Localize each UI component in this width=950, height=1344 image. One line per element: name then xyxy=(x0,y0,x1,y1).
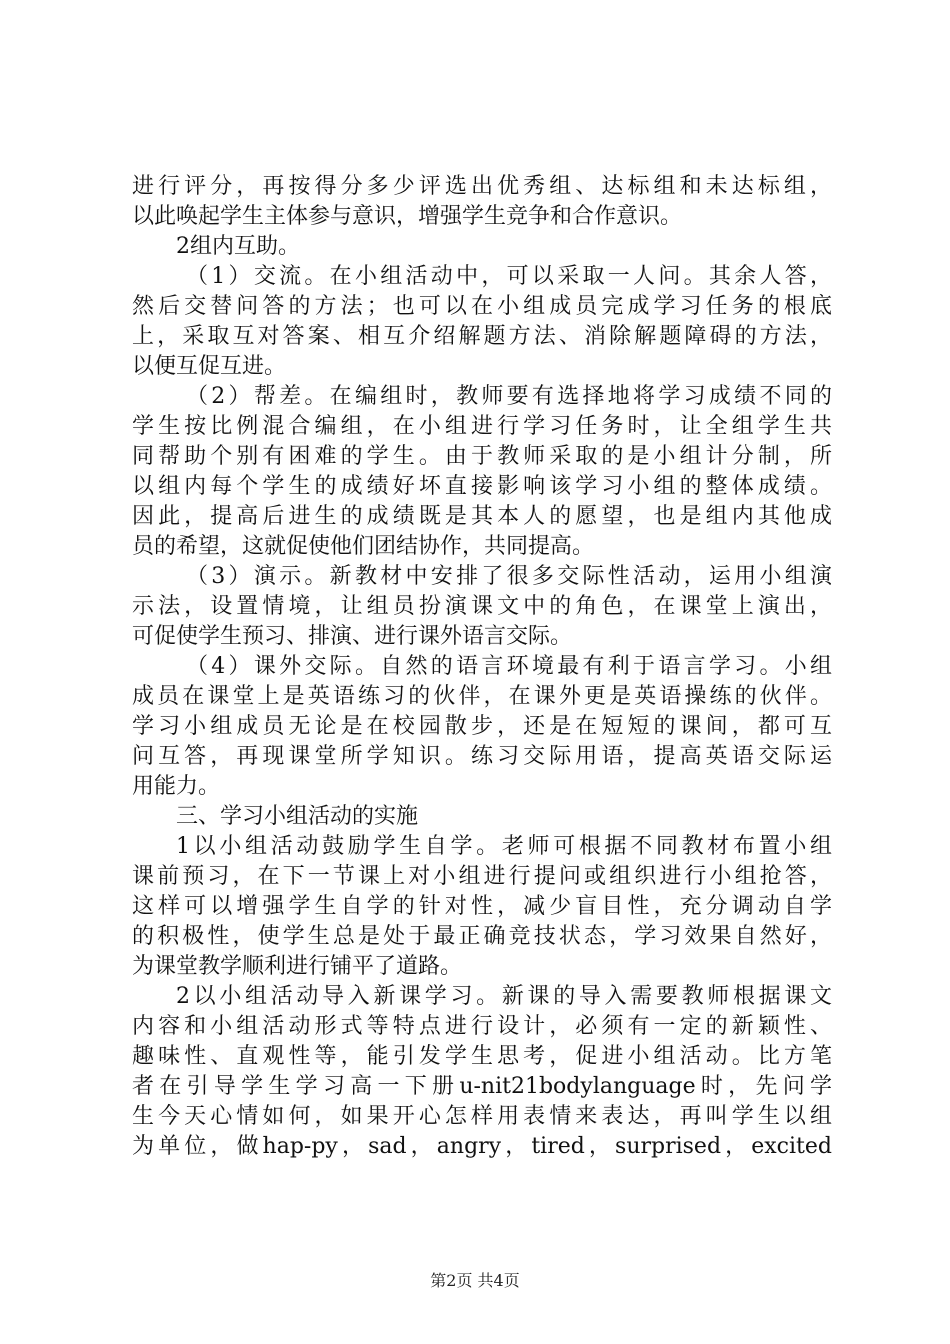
text-line: 因此，提高后进生的成绩既是其本人的愿望，也是组内其他成 xyxy=(132,504,832,529)
text-line: 然后交替问答的方法；也可以在小组成员完成学习任务的根底 xyxy=(132,294,832,319)
text-line: 用能力。 xyxy=(132,774,221,799)
text-line: 为单位，做hap-py，sad，angry，tired，surprised，excited xyxy=(132,1134,832,1159)
text-line: 2以小组活动导入新课学习。新课的导入需要教师根据课文 xyxy=(176,984,832,1009)
text-line: 示法，设置情境，让组员扮演课文中的角色，在课堂上演出， xyxy=(132,594,832,619)
page-number-footer: 第2页 共4页 xyxy=(430,1271,520,1290)
text-line: 员的希望，这就促使他们团结协作，共同提高。 xyxy=(132,534,595,559)
text-line: 以便互促互进。 xyxy=(132,354,287,379)
text-line: 生今天心情如何，如果开心怎样用表情来表达，再叫学生以组 xyxy=(132,1104,832,1129)
text-line: 学习小组成员无论是在校园散步，还是在短短的课间，都可互 xyxy=(132,714,832,739)
text-line: 的积极性，使学生总是处于最正确竞技状态，学习效果自然好， xyxy=(132,924,832,949)
text-line: （1）交流。在小组活动中，可以采取一人问。其余人答， xyxy=(186,264,832,289)
text-line: 学生按比例混合编组，在小组进行学习任务时，让全组学生共 xyxy=(132,414,832,439)
text-line: 1以小组活动鼓励学生自学。老师可根据不同教材布置小组 xyxy=(176,834,832,859)
text-line: （4）课外交际。自然的语言环境最有利于语言学习。小组 xyxy=(186,654,832,679)
text-line: 者在引导学生学习高一下册u-nit21bodylanguage时，先问学 xyxy=(132,1074,832,1099)
text-line: 上，采取互对答案、相互介绍解题方法、消除解题障碍的方法， xyxy=(132,324,832,349)
document-body xyxy=(132,172,832,1162)
text-line: 可促使学生预习、排演、进行课外语言交际。 xyxy=(132,624,573,649)
text-line: 进行评分，再按得分多少评选出优秀组、达标组和未达标组， xyxy=(132,174,832,199)
text-line: （2）帮差。在编组时，教师要有选择地将学习成绩不同的 xyxy=(186,384,832,409)
section-heading: 三、学习小组活动的实施 xyxy=(176,804,419,829)
text-line: 问互答，再现课堂所学知识。练习交际用语，提高英语交际运 xyxy=(132,744,832,769)
text-line: 以组内每个学生的成绩好坏直接影响该学习小组的整体成绩。 xyxy=(132,474,832,499)
text-line: 内容和小组活动形式等特点进行设计，必须有一定的新颖性、 xyxy=(132,1014,832,1039)
text-line: 趣味性、直观性等，能引发学生思考，促进小组活动。比方笔 xyxy=(132,1044,832,1069)
text-line: 这样可以增强学生自学的针对性，减少盲目性，充分调动自学 xyxy=(132,894,832,919)
text-line: 成员在课堂上是英语练习的伙伴，在课外更是英语操练的伙伴。 xyxy=(132,684,832,709)
text-line: 同帮助个别有困难的学生。由于教师采取的是小组计分制，所 xyxy=(132,444,832,469)
text-line: 课前预习，在下一节课上对小组进行提问或组织进行小组抢答， xyxy=(132,864,832,889)
section-heading: 2组内互助。 xyxy=(176,234,300,259)
text-line: 为课堂教学顺利进行铺平了道路。 xyxy=(132,954,463,979)
text-line: （3）演示。新教材中安排了很多交际性活动，运用小组演 xyxy=(186,564,832,589)
text-line: 以此唤起学生主体参与意识，增强学生竞争和合作意识。 xyxy=(132,204,683,229)
